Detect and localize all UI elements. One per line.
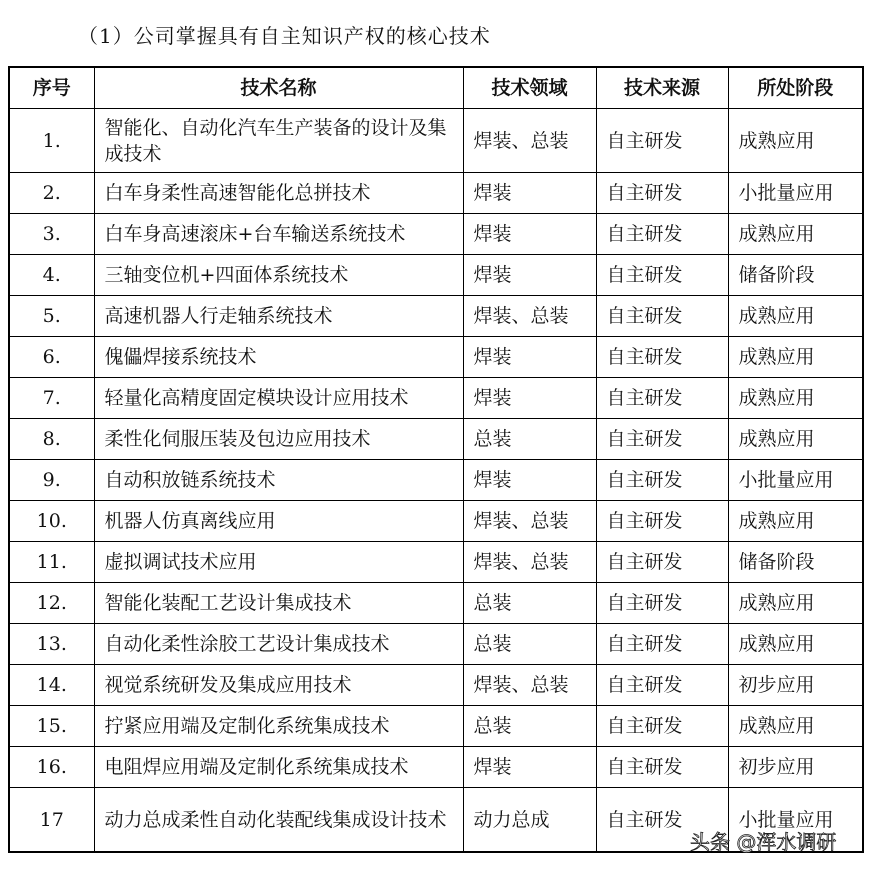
table-row <box>9 296 863 337</box>
header-stage: 所处阶段 <box>728 67 863 109</box>
row-index: 9. <box>9 460 94 501</box>
tech-field: 动力总成 <box>463 788 596 853</box>
tech-name: 视觉系统研发及集成应用技术 <box>94 665 463 706</box>
tech-name: 白车身柔性高速智能化总拼技术 <box>94 173 463 214</box>
row-index: 7. <box>9 378 94 419</box>
tech-field: 焊装、总装 <box>463 501 596 542</box>
table-row <box>9 542 863 583</box>
tech-source: 自主研发 <box>596 109 728 173</box>
table-row <box>9 501 863 542</box>
stage: 成熟应用 <box>728 583 863 624</box>
stage: 成熟应用 <box>728 214 863 255</box>
tech-field: 总装 <box>463 419 596 460</box>
tech-name: 轻量化高精度固定模块设计应用技术 <box>94 378 463 419</box>
tech-name: 自动积放链系统技术 <box>94 460 463 501</box>
tech-source: 自主研发 <box>596 542 728 583</box>
tech-field: 总装 <box>463 624 596 665</box>
tech-name: 机器人仿真离线应用 <box>94 501 463 542</box>
tech-source: 自主研发 <box>596 501 728 542</box>
tech-name: 动力总成柔性自动化装配线集成设计技术 <box>94 788 463 853</box>
table-row <box>9 583 863 624</box>
stage: 成熟应用 <box>728 501 863 542</box>
section-title: （1）公司掌握具有自主知识产权的核心技术 <box>78 24 491 48</box>
tech-source: 自主研发 <box>596 255 728 296</box>
tech-field: 焊装 <box>463 460 596 501</box>
tech-source: 自主研发 <box>596 624 728 665</box>
tech-name: 拧紧应用端及定制化系统集成技术 <box>94 706 463 747</box>
tech-source: 自主研发 <box>596 214 728 255</box>
tech-name: 傀儡焊接系统技术 <box>94 337 463 378</box>
tech-name: 智能化装配工艺设计集成技术 <box>94 583 463 624</box>
tech-field: 总装 <box>463 583 596 624</box>
table-row <box>9 706 863 747</box>
stage: 小批量应用 <box>728 788 863 853</box>
header-tech-field: 技术领域 <box>463 67 596 109</box>
row-index: 13. <box>9 624 94 665</box>
tech-name: 三轴变位机+四面体系统技术 <box>94 255 463 296</box>
table-row <box>9 214 863 255</box>
row-index: 1. <box>9 109 94 173</box>
table-row <box>9 173 863 214</box>
tech-field: 焊装、总装 <box>463 665 596 706</box>
stage: 小批量应用 <box>728 173 863 214</box>
row-index: 17 <box>9 788 94 853</box>
tech-field: 焊装 <box>463 255 596 296</box>
tech-source: 自主研发 <box>596 337 728 378</box>
core-technology-table <box>8 66 864 853</box>
tech-source: 自主研发 <box>596 706 728 747</box>
tech-field: 焊装 <box>463 747 596 788</box>
tech-source: 自主研发 <box>596 788 728 853</box>
tech-field: 焊装 <box>463 378 596 419</box>
stage: 成熟应用 <box>728 337 863 378</box>
tech-source: 自主研发 <box>596 378 728 419</box>
tech-name: 自动化柔性涂胶工艺设计集成技术 <box>94 624 463 665</box>
tech-field: 焊装、总装 <box>463 109 596 173</box>
stage: 成熟应用 <box>728 378 863 419</box>
tech-name: 电阻焊应用端及定制化系统集成技术 <box>94 747 463 788</box>
tech-source: 自主研发 <box>596 173 728 214</box>
table-row <box>9 460 863 501</box>
stage: 初步应用 <box>728 665 863 706</box>
table-row <box>9 109 863 173</box>
row-index: 14. <box>9 665 94 706</box>
tech-field: 焊装 <box>463 337 596 378</box>
stage: 成熟应用 <box>728 109 863 173</box>
tech-field: 焊装 <box>463 173 596 214</box>
table-row <box>9 255 863 296</box>
row-index: 8. <box>9 419 94 460</box>
stage: 小批量应用 <box>728 460 863 501</box>
tech-field: 焊装 <box>463 214 596 255</box>
tech-field: 焊装、总装 <box>463 542 596 583</box>
tech-name: 高速机器人行走轴系统技术 <box>94 296 463 337</box>
tech-source: 自主研发 <box>596 583 728 624</box>
row-index: 3. <box>9 214 94 255</box>
row-index: 10. <box>9 501 94 542</box>
table-row <box>9 624 863 665</box>
tech-source: 自主研发 <box>596 665 728 706</box>
table-row <box>9 337 863 378</box>
row-index: 5. <box>9 296 94 337</box>
header-tech-name: 技术名称 <box>94 67 463 109</box>
row-index: 12. <box>9 583 94 624</box>
header-tech-source: 技术来源 <box>596 67 728 109</box>
tech-name: 白车身高速滚床+台车输送系统技术 <box>94 214 463 255</box>
tech-source: 自主研发 <box>596 419 728 460</box>
row-index: 2. <box>9 173 94 214</box>
stage: 初步应用 <box>728 747 863 788</box>
table-row <box>9 747 863 788</box>
stage: 储备阶段 <box>728 542 863 583</box>
tech-name: 智能化、自动化汽车生产装备的设计及集成技术 <box>94 109 463 173</box>
row-index: 15. <box>9 706 94 747</box>
row-index: 4. <box>9 255 94 296</box>
table-row <box>9 419 863 460</box>
stage: 储备阶段 <box>728 255 863 296</box>
tech-source: 自主研发 <box>596 296 728 337</box>
stage: 成熟应用 <box>728 419 863 460</box>
tech-source: 自主研发 <box>596 460 728 501</box>
table-row <box>9 378 863 419</box>
row-index: 11. <box>9 542 94 583</box>
tech-field: 总装 <box>463 706 596 747</box>
row-index: 6. <box>9 337 94 378</box>
tech-name: 柔性化伺服压装及包边应用技术 <box>94 419 463 460</box>
watermark: 头条 @浑水调研 <box>690 830 837 854</box>
table-header-row <box>9 67 863 109</box>
tech-name: 虚拟调试技术应用 <box>94 542 463 583</box>
stage: 成熟应用 <box>728 296 863 337</box>
tech-source: 自主研发 <box>596 747 728 788</box>
stage: 成熟应用 <box>728 706 863 747</box>
tech-field: 焊装、总装 <box>463 296 596 337</box>
header-index: 序号 <box>9 67 94 109</box>
table-row <box>9 665 863 706</box>
stage: 成熟应用 <box>728 624 863 665</box>
row-index: 16. <box>9 747 94 788</box>
